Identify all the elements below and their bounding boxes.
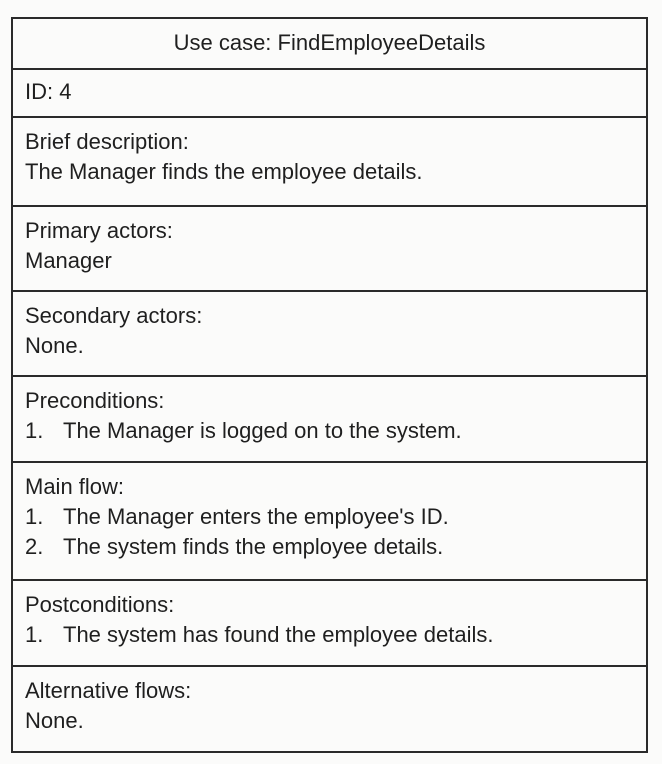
postcondition-item-text: The system has found the employee details. [63,622,494,647]
main-flow-row [13,461,646,579]
precondition-item-text: The Manager is logged on to the system. [63,418,462,443]
postconditions-row [13,579,646,665]
precondition-item [25,416,634,446]
main-flow-item-text: The Manager enters the employee's ID. [63,504,449,529]
secondary-actors-label: Secondary actors: [25,303,203,328]
postcondition-item [25,620,634,650]
secondary-actors-row [13,290,646,375]
use-case-table [11,17,648,753]
primary-actors-label: Primary actors: [25,218,173,243]
alternative-flows-text: None. [25,708,84,733]
preconditions-label: Preconditions: [25,388,165,413]
main-flow-item [25,502,634,532]
brief-description-label: Brief description: [25,129,189,154]
alternative-flows-row [13,665,646,751]
main-flow-item [25,532,634,562]
primary-actors-text: Manager [25,248,112,273]
main-flow-item-text: The system finds the employee details. [63,534,444,559]
preconditions-row [13,375,646,461]
precondition-item-number: 1. [25,418,44,443]
main-flow-item-number: 2. [25,534,44,559]
main-flow-label: Main flow: [25,474,125,499]
postcondition-item-number: 1. [25,622,44,647]
main-flow-item-number: 1. [25,504,44,529]
primary-actors-row [13,205,646,290]
alternative-flows-label: Alternative flows: [25,678,192,703]
use-case-id: ID: 4 [25,79,72,104]
brief-description-row [13,116,646,205]
postconditions-label: Postconditions: [25,592,175,617]
secondary-actors-text: None. [25,333,84,358]
use-case-title-row [13,19,646,68]
use-case-title: Use case: FindEmployeeDetails [173,30,486,55]
brief-description-text: The Manager finds the employee details. [25,159,423,184]
use-case-id-row [13,68,646,116]
